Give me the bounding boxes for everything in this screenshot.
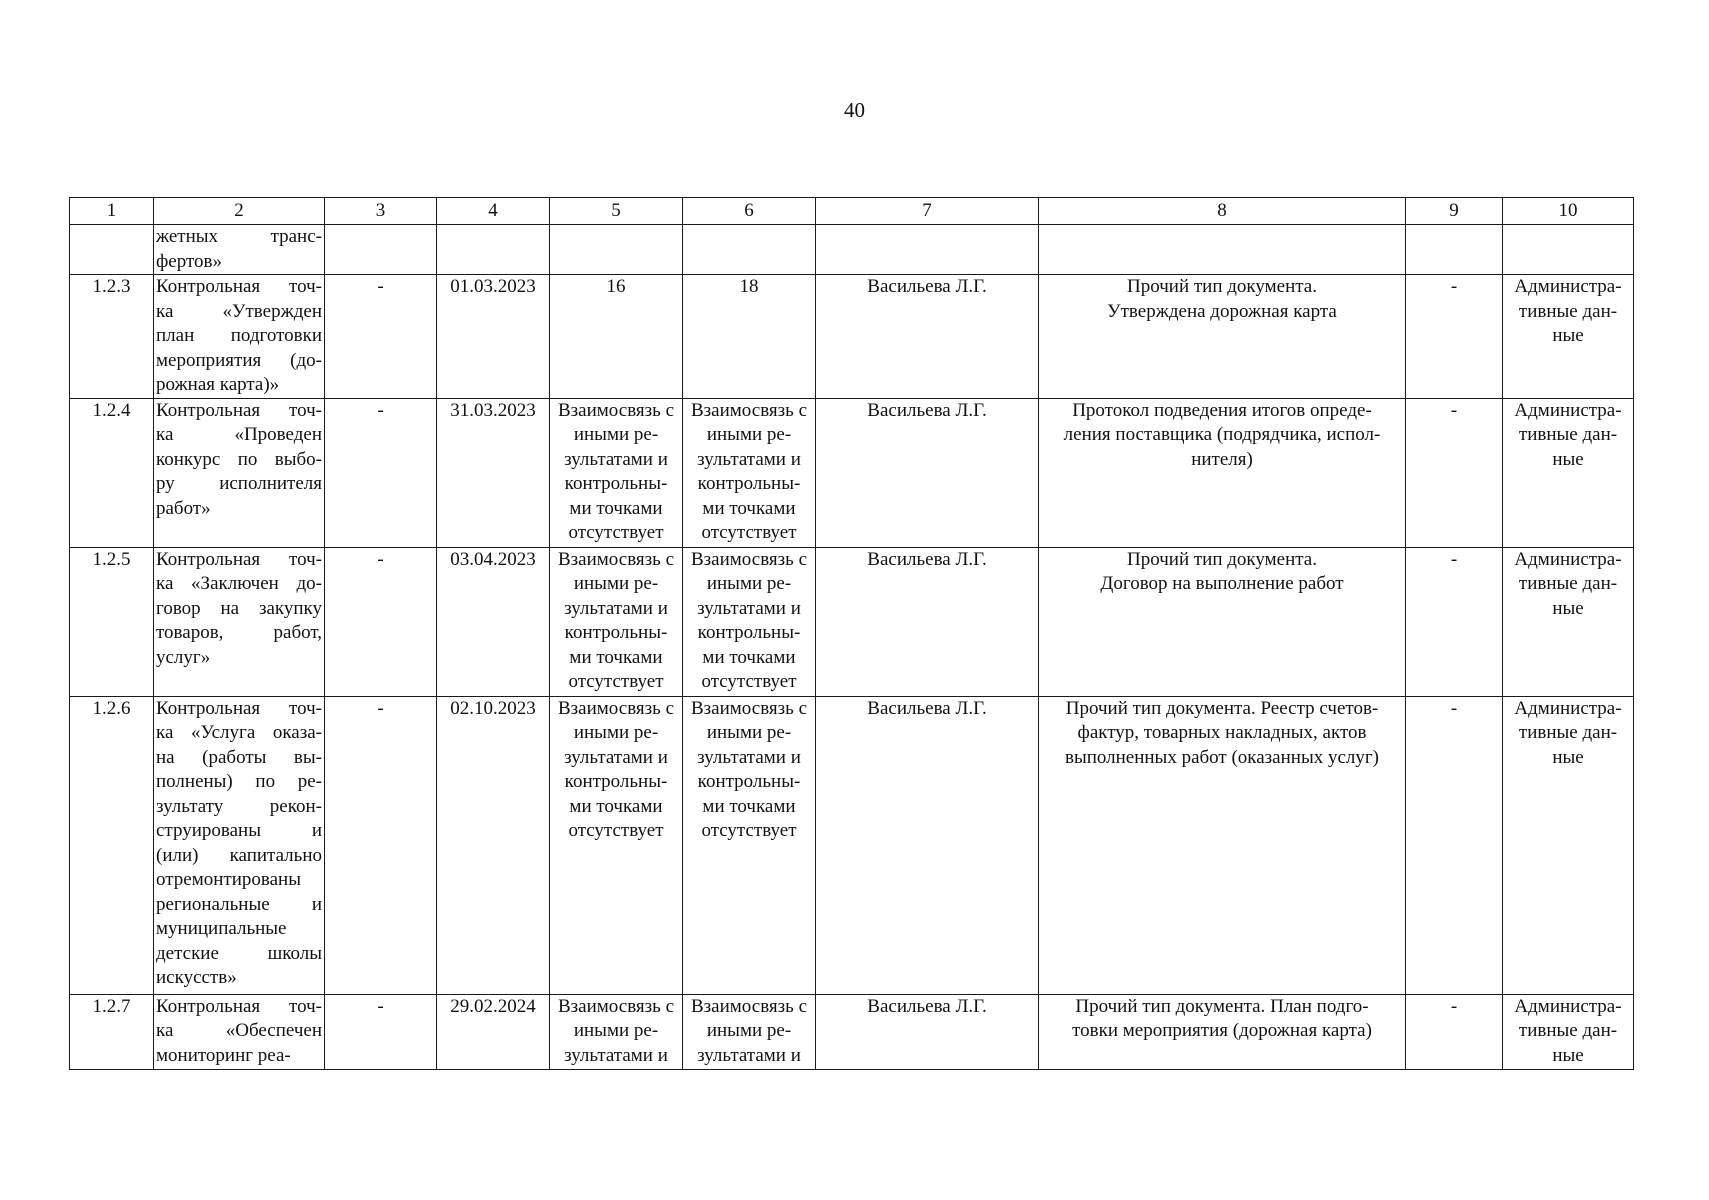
cell-line: зультату рекон- <box>156 795 322 817</box>
cell-line: отсутствует <box>568 671 664 692</box>
data-source-cell <box>1503 398 1634 547</box>
document-cell <box>1039 994 1406 1069</box>
cell-text: - <box>377 276 384 297</box>
responsible-cell <box>816 696 1039 994</box>
page-number: 40 <box>844 98 865 122</box>
cell-line: контрольны- <box>564 622 668 643</box>
item-number-cell <box>70 398 154 547</box>
cell-line: контрольны- <box>697 771 801 792</box>
cell-line: рожная карта)» <box>156 374 280 395</box>
cell-line: ка «Заключен до- <box>156 573 322 594</box>
table-cell <box>550 225 683 275</box>
item-number-cell <box>70 547 154 696</box>
document-cell <box>1039 275 1406 399</box>
cell-line: иными ре- <box>706 424 792 445</box>
cell-line: Контрольная точ- <box>156 399 322 421</box>
cell-line: тивные дан- <box>1518 1020 1618 1041</box>
cell-line: отсутствует <box>701 522 797 543</box>
cell-line: зультатами и <box>564 448 668 470</box>
table-row <box>70 398 1634 547</box>
item-title-cell <box>154 275 325 399</box>
column-number-cell: 9 <box>1406 198 1503 225</box>
cell-line: Взаимосвязь с <box>690 548 808 570</box>
table-cell <box>1406 398 1503 547</box>
cell-line: контрольны- <box>697 473 801 494</box>
cell-line: Взаимосвязь с <box>690 995 808 1017</box>
table-cell <box>437 225 550 275</box>
cell-text: Васильева Л.Г. <box>867 995 987 1017</box>
table-row <box>70 275 1634 399</box>
column-number-row <box>70 198 1634 225</box>
cell-line: ные <box>1552 1044 1584 1066</box>
control-points-table <box>69 197 1634 1070</box>
cell-line: Администра- <box>1514 995 1622 1017</box>
cell-text: 1.2.4 <box>92 399 131 421</box>
cell-text: 02.10.2023 <box>450 697 536 719</box>
cell-line: конкурс по выбо- <box>156 448 322 470</box>
cell-line: Взаимосвязь с <box>557 548 675 570</box>
cell-line: нителя) <box>1191 448 1253 470</box>
column-number-cell: 1 <box>70 198 154 225</box>
cell-line: Администра- <box>1514 697 1622 719</box>
cell-text: Васильева Л.Г. <box>867 548 987 570</box>
cell-text: - <box>377 697 384 719</box>
cell-line: товаров, работ, <box>156 622 322 643</box>
date-cell <box>437 994 550 1069</box>
cell-text: Васильева Л.Г. <box>867 399 987 421</box>
cell-line: иными ре- <box>573 424 659 445</box>
cell-line: 16 <box>606 276 626 297</box>
cell-line: ми точками <box>702 795 796 817</box>
cell-line: ные <box>1552 597 1584 619</box>
cell-text: - <box>1450 276 1458 297</box>
cell-line: Администра- <box>1514 399 1622 421</box>
cell-line: Контрольная точ- <box>156 548 322 570</box>
table-cell <box>325 547 437 696</box>
cell-text: 01.03.2023 <box>450 276 536 297</box>
cell-line: товки мероприятия (дорожная карта) <box>1072 1020 1372 1041</box>
cell-line: тивные дан- <box>1518 424 1618 445</box>
item-title-cell <box>154 994 325 1069</box>
cell-line: иными ре- <box>573 573 659 594</box>
table-cell <box>550 275 683 399</box>
cell-line: ми точками <box>569 646 663 668</box>
cell-line: отсутствует <box>701 820 797 841</box>
table-cell <box>1406 225 1503 275</box>
cell-text: 1.2.3 <box>92 276 131 297</box>
title-line: фертов» <box>156 250 223 272</box>
cell-line: ка «Услуга оказа- <box>156 722 322 743</box>
cell-line: ми точками <box>569 497 663 519</box>
cell-line: ка «Обеспечен <box>156 1020 322 1041</box>
column-number-cell: 5 <box>550 198 683 225</box>
table-cell <box>683 225 816 275</box>
cell-line: ми точками <box>702 497 796 519</box>
table-cell <box>1406 275 1503 399</box>
table-cell <box>325 225 437 275</box>
table-cell <box>1039 225 1406 275</box>
cell-line: Прочий тип документа. <box>1127 276 1317 297</box>
document-cell <box>1039 398 1406 547</box>
cell-line: Утверждена дорожная карта <box>1107 300 1337 322</box>
cell-text: Васильева Л.Г. <box>867 697 987 719</box>
cell-text: 1.2.5 <box>92 548 131 570</box>
cell-line: говор на закупку <box>156 597 322 619</box>
cell-line: 18 <box>739 276 759 297</box>
cell-text: - <box>1450 548 1458 570</box>
cell-line: детские школы <box>156 942 322 964</box>
date-cell <box>437 398 550 547</box>
cell-text: - <box>377 399 384 421</box>
cell-line: услуг» <box>156 646 211 668</box>
cell-line: контрольны- <box>564 771 668 792</box>
data-source-cell <box>1503 275 1634 399</box>
table-cell <box>683 994 816 1069</box>
cell-line: иными ре- <box>706 573 792 594</box>
cell-line: отремонтированы <box>156 869 301 890</box>
item-number-cell <box>70 225 154 275</box>
cell-line: тивные дан- <box>1518 300 1618 322</box>
title-line: жетных транс- <box>156 226 322 247</box>
table-cell <box>816 225 1039 275</box>
cell-line: тивные дан- <box>1518 722 1618 743</box>
table-row <box>70 994 1634 1069</box>
table-cell <box>550 696 683 994</box>
cell-line: региональные и <box>156 893 322 915</box>
column-number-cell: 2 <box>154 198 325 225</box>
cell-line: на (работы вы- <box>156 746 322 768</box>
item-number-cell <box>70 994 154 1069</box>
cell-line: мероприятия (до- <box>156 349 322 371</box>
cell-line: (или) капитально <box>156 844 322 866</box>
table-cell <box>325 994 437 1069</box>
cell-line: работ» <box>156 497 211 519</box>
table-cell <box>325 275 437 399</box>
table-cell <box>1406 994 1503 1069</box>
cell-line: зультатами и <box>697 448 801 470</box>
cell-line: Администра- <box>1514 548 1622 570</box>
continuation-row <box>70 225 1634 275</box>
cell-line: полнены) по ре- <box>156 771 322 792</box>
cell-line: отсутствует <box>701 671 797 692</box>
cell-text: - <box>1450 399 1458 421</box>
cell-line: Прочий тип документа. Реестр счетов- <box>1065 697 1379 719</box>
cell-line: Взаимосвязь с <box>690 697 808 719</box>
table-cell <box>683 398 816 547</box>
cell-line: выполненных работ (оказанных услуг) <box>1064 746 1380 768</box>
item-title-cell <box>154 696 325 994</box>
responsible-cell <box>816 547 1039 696</box>
cell-line: зультатами и <box>564 1044 668 1066</box>
cell-line: фактур, товарных накладных, актов <box>1077 722 1367 743</box>
document-cell <box>1039 547 1406 696</box>
cell-line: Взаимосвязь с <box>690 399 808 421</box>
cell-line: ные <box>1552 746 1584 768</box>
cell-line: Протокол подведения итогов опреде- <box>1072 399 1372 421</box>
table-cell <box>550 547 683 696</box>
cell-line: ка «Утвержден <box>156 300 322 322</box>
table-row <box>70 696 1634 994</box>
item-number-cell <box>70 696 154 994</box>
cell-line: иными ре- <box>706 722 792 743</box>
cell-text: - <box>1450 995 1458 1017</box>
cell-line: зультатами и <box>697 597 801 619</box>
table-cell <box>1503 225 1634 275</box>
data-source-cell <box>1503 696 1634 994</box>
cell-line: иными ре- <box>573 1020 659 1041</box>
table-cell <box>683 275 816 399</box>
data-source-cell <box>1503 994 1634 1069</box>
item-title-cell <box>154 225 325 275</box>
cell-line: Контрольная точ- <box>156 995 322 1017</box>
item-title-cell <box>154 547 325 696</box>
cell-line: Договор на выполнение работ <box>1100 573 1344 594</box>
cell-line: муниципальные <box>156 918 287 939</box>
table-cell <box>550 994 683 1069</box>
cell-line: Взаимосвязь с <box>557 697 675 719</box>
cell-line: зультатами и <box>697 1044 801 1066</box>
cell-line: ка «Проведен <box>156 424 322 445</box>
responsible-cell <box>816 994 1039 1069</box>
cell-text: 31.03.2023 <box>450 399 536 421</box>
cell-line: Контрольная точ- <box>156 276 322 297</box>
date-cell <box>437 696 550 994</box>
cell-line: Администра- <box>1514 276 1622 297</box>
cell-text: 29.02.2024 <box>450 995 536 1017</box>
column-number-cell: 3 <box>325 198 437 225</box>
cell-line: отсутствует <box>568 820 664 841</box>
column-number-cell: 10 <box>1503 198 1634 225</box>
table-row <box>70 547 1634 696</box>
cell-line: иными ре- <box>573 722 659 743</box>
column-number-cell: 4 <box>437 198 550 225</box>
table-cell <box>683 696 816 994</box>
table-cell <box>1406 547 1503 696</box>
cell-line: план подготовки <box>156 325 322 346</box>
cell-line: Прочий тип документа. <box>1127 548 1317 570</box>
cell-line: зультатами и <box>697 746 801 768</box>
table-cell <box>325 398 437 547</box>
item-title-cell <box>154 398 325 547</box>
cell-line: Взаимосвязь с <box>557 399 675 421</box>
table-cell <box>550 398 683 547</box>
cell-line: тивные дан- <box>1518 573 1618 594</box>
column-number-cell: 8 <box>1039 198 1406 225</box>
column-number-cell: 6 <box>683 198 816 225</box>
document-cell <box>1039 696 1406 994</box>
date-cell <box>437 547 550 696</box>
cell-text: 03.04.2023 <box>450 548 536 570</box>
cell-text: - <box>377 548 384 570</box>
data-source-cell <box>1503 547 1634 696</box>
cell-line: зультатами и <box>564 597 668 619</box>
cell-text: Васильева Л.Г. <box>867 276 987 297</box>
table-cell <box>325 696 437 994</box>
cell-text: - <box>1450 697 1458 719</box>
cell-line: ру исполнителя <box>156 473 322 494</box>
cell-line: отсутствует <box>568 522 664 543</box>
column-number-cell: 7 <box>816 198 1039 225</box>
cell-line: ные <box>1552 325 1584 346</box>
cell-text: - <box>377 995 384 1017</box>
table-cell <box>1406 696 1503 994</box>
cell-line: Взаимосвязь с <box>557 995 675 1017</box>
responsible-cell <box>816 398 1039 547</box>
cell-line: искусств» <box>156 967 237 988</box>
cell-line: ные <box>1552 448 1584 470</box>
cell-line: мониторинг реа- <box>156 1044 291 1066</box>
cell-line: Прочий тип документа. План подго- <box>1075 995 1369 1017</box>
date-cell <box>437 275 550 399</box>
cell-line: Контрольная точ- <box>156 697 322 719</box>
cell-line: ления поставщика (подрядчика, испол- <box>1063 424 1381 445</box>
cell-text: 1.2.6 <box>92 697 131 719</box>
cell-line: ми точками <box>702 646 796 668</box>
item-number-cell <box>70 275 154 399</box>
table-cell <box>683 547 816 696</box>
cell-line: контрольны- <box>564 473 668 494</box>
cell-line: ми точками <box>569 795 663 817</box>
responsible-cell <box>816 275 1039 399</box>
cell-line: струированы и <box>156 820 322 841</box>
cell-line: контрольны- <box>697 622 801 643</box>
cell-line: иными ре- <box>706 1020 792 1041</box>
cell-text: 1.2.7 <box>92 995 131 1017</box>
cell-line: зультатами и <box>564 746 668 768</box>
